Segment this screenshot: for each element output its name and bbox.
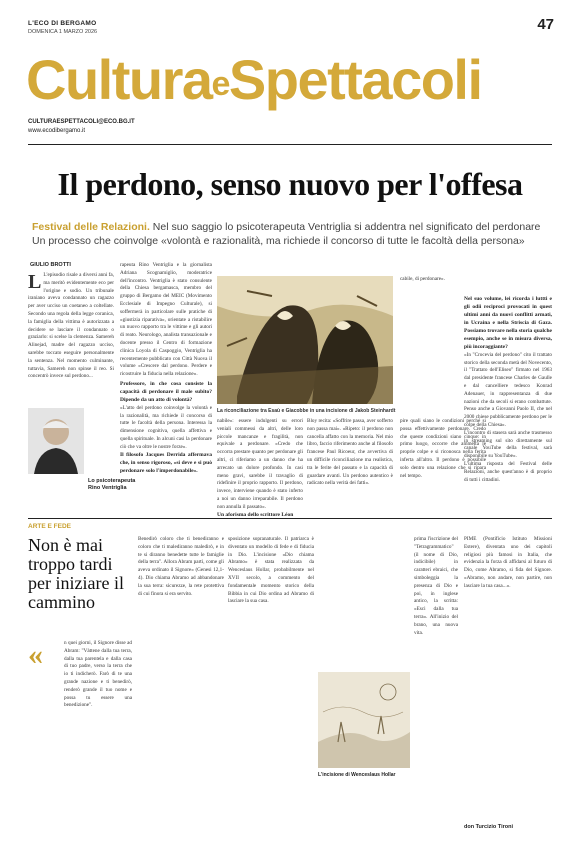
divider — [28, 518, 552, 519]
portrait-image — [28, 408, 84, 474]
column-2-closing: Il filosofo Jacques Derrida affermava che, in senso rigoroso, «si deve e si può perdonare solo l'imperdonabile». — [120, 451, 212, 474]
section-title-part3: Spettacoli — [228, 48, 482, 111]
article-column-1 — [28, 272, 114, 512]
article2-label: ARTE E FEDE — [28, 523, 71, 530]
article-author: GIULIO BROTTI — [30, 262, 71, 268]
article2-column-3-text: sposizione sopranaturale. Il patriarca è diventato un modello di fede e di fiducia in Dio. L'incisione «Dio chiama Abramo» è stata realizzata da Wenceslaus Hollar, probabilmente nel XVII secolo, a commento del fondamentale momento storico della Bibbia in cui Dio ordina ad Abramo di lasciare la sua casa. — [228, 536, 314, 605]
kicker-text: Nel suo saggio lo psicoterapeuta Ventriglia si addentra nel significato del perdonare — [152, 221, 541, 233]
article2-column-5 — [464, 536, 552, 822]
interview-question: Professore, in che cosa consiste la capacità di perdonare il male subito? Dipende da un atto di volontà? — [120, 380, 212, 403]
kicker-lead: Festival delle Relazioni. — [32, 221, 150, 233]
article2-column-2-text: Benedirò coloro che ti benediranno e coloro che ti malediranno maledirò, e in te si diranno benedette tutte le famiglie della terra". Allora Abram partì, come gli aveva ordinato il Signore» (Genesi 12,1-4). Dio chiama Abramo ad abbandonare la sua terra: sicurezze, la rete protettiva di cui finora si era servito. — [138, 536, 224, 597]
article2-headline: Non è mai troppo tardi per iniziare il cammino — [28, 535, 124, 612]
article-column-6 — [464, 296, 552, 514]
publication-name: L'ECO DI BERGAMO — [28, 20, 97, 27]
figure-caption: La riconciliazione tra Esaù e Giacobbe in una incisione di Jakob Steinhardt — [217, 408, 396, 414]
article-kicker — [32, 220, 552, 248]
sketch-image — [318, 672, 410, 768]
column-6-text: «In "Crocevia del perdono" cito il trattato storico della seconda metà del Novecento, il "Trattato dell'Eliseo" firmato nel 1963 dal presidente francese Charles de Gaulle e dal cancelliere tedesco Konrad Adenauer, in rappresentanza di due nazioni che da secoli si erano combattute. Penso anche a Giovanni Paolo II, che nel 2000 chiese pubblicamente perdono per le colpe della Chiesa». — [464, 351, 552, 428]
publication-date: DOMENICA 1 MARZO 2026 — [28, 29, 98, 35]
divider — [28, 144, 552, 145]
section-title-part1: Cultura — [26, 48, 212, 111]
woodcut-illustration — [217, 276, 393, 404]
column-5-tail-text: cabile, di perdonare». — [400, 276, 445, 282]
section-title — [26, 48, 482, 111]
column-5-text: pire quali siano le condizioni perché si possa effettivamente perdonare. Credo che queste condizioni siano cinque: in primo luogo, occorre che ammetta le proprie colpe e si riconosca nella ferita inferta all'altro. Il perdono è possibile solo dentro una relazione che si ripara nel tempo. — [400, 418, 486, 479]
article2-column-5-text: PIME (Pontificio Istituto Missioni Estere), diventata uno dei capitoli religiosi più famosi in Italia, che evidenzia la forza di affidarsi al futuro di Dio, come Abramo, si fida del Signore. «Abramo, non andare, non partire, non lasciare la tua casa...». — [464, 536, 552, 589]
column-1-text: L'episodio risale a diversi anni fa, ma meritò evidentemente eco per l'origine e sodio. Un tribunale iraniano aveva condannato un ragazzo per aver ucciso un coetaneo a coltellate. Secondo una regola della legge coranica, la famiglia della vittima è autorizzata a decidere se lasciare il condannato o graziarlo: si scelse la clemenza. Samereh Alinejad, madre del ragazzo ucciso, sarebbe toccato eseguire personalmente la sentenza. Nel momento culminante, tuttavia, Samereh non spinse il reo. Si concentrò invece sul perdono... — [28, 272, 114, 380]
column-2-answer: «L'atto del perdono coinvolge la volontà e la razionalità, ma richiede il concorso di tutte le facoltà della persona. Interessa la dimensione cognitiva, quella affettiva e quella spirituale. In alcuni casi la perdonare ciò che va oltre le nostre forze». — [120, 404, 212, 450]
sketch-caption: L'incisione di Wenceslaus Hollar — [318, 772, 396, 778]
interview-question-2: Nel suo volume, lei ricorda i luttti e gli odii reciproci provocati in quest ultimi anni da nuovi conflitti armati, in Ucraina e nella Striscia di Gaza. Possiamo trovare nella storia qualche esempio, anche se in misura diversa, più incoraggiante? — [464, 296, 552, 350]
article-subhead: Un processo che coinvolge «volontà e razionalità, ma richiede il concorso di tutte le facoltà della persona» — [32, 235, 525, 248]
portrait-caption: Lo psicoterapeuta Rino Ventriglia — [88, 478, 136, 492]
woodcut-image — [217, 276, 393, 404]
article2-column-4-text: prima l'iscrizione del "Tetragrammatico" (il nome di Dio, indicibile) in caratteri ebraici, che simboleggia la presenza di Dio e poi, in inglese antico, la scritta: «Esci dalla tua terra». All'inizio del brano, una nuova vita. — [414, 536, 458, 636]
column-3-quote: Un aforisma dello scrittore Léon — [217, 511, 294, 518]
author-portrait — [28, 408, 84, 474]
section-email[interactable]: CULTURAESPETTACOLI@ECO.BG.IT — [28, 119, 135, 125]
article-column-2 — [120, 262, 212, 514]
drop-cap: L — [28, 271, 42, 293]
article-headline: Il perdono, senso nuovo per l'offesa — [57, 166, 523, 202]
column-2-text: rapeuta Rino Ventriglia e la giornalista Adriana Scognamiglio, moderatrice dell'incontro. Ventriglia è stato consulente della Chiesa bergamasca, membro del gruppo di Bergamo del MEIC (Movimento Ecclesiale di Impegno Culturale), si soffermerà in particolare sulle pratiche di «giustizia riparativa», orientate a ristabilire un nuovo rapporto tra le vittime e gli autori di reato. Neurologo, analista transazionale e docente presso il Centro di formazione clinica Loyola di Caspoggio, Ventriglia ha recentemente pubblicato con Città Nuova il volume «Crescere dal perdono. Perdere e ricostruire la fiducia nella relazione». — [120, 262, 212, 378]
column-4-text: Bloy recita: «Soffrire passa, aver sofferto non passa mai». «Ripeto: il perdono non cancella affatto con la memoria. Nel mio libro, faccio riferimento anche al filosofo francese Paul Ricoeur, che avvertiva di un difficile riconciliazione ma realistica, tra le ferite del passato e la capacità di guardare avanti. Un perdono autentico è radicato nella verità dei fatti». — [307, 418, 393, 487]
article2-column-3 — [228, 536, 314, 822]
column-6-tail: L'incontro di stasera sarà anche trasmesso in streaming sul sito direttamente sul canale YouTube della festival, sarà disponibile su YouTube». — [464, 429, 552, 460]
article2-column-4 — [414, 536, 458, 822]
article2-column-2 — [138, 536, 224, 822]
column-3-text: nabile»: essere indulgenti su errori veniali commessi da altri, delle loro piccole mancanze e fragilità, non equivale a perdonare. «Credo che occorra prestare quanto per perdonare gli altri, ci riferiamo a un danno che ha arrecato un dolore profondo. In casi meno gravi, sarebbe il travaglio di ridefinire il proprio rapporto. Il perdono, invece, interviene quando è stato inferto a noi un danno irreparabile. Il perdono non annulla il passato». — [217, 418, 303, 510]
section-title-part2: e — [211, 65, 229, 103]
article-column-4 — [307, 418, 393, 514]
column-5-tail — [400, 276, 490, 296]
section-website[interactable]: www.ecodibergamo.it — [28, 128, 86, 134]
article2-column-1-text: n quei giorni, il Signore disse ad Abram: "Vàttene dalla tua terra, dalla tua parentela e dalla casa di tuo padre, verso la terra che io ti indicherò. Farò di te una grande nazione e ti benedirò, renderò grande il tuo nome e possa tu essere una benedizione". — [64, 640, 132, 709]
column-6-end: L'ultima risposta del Festival delle Relazioni, anche quest'anno è di proprio di tutti i cittadini. — [464, 460, 552, 483]
article2-author: don Turcizio Tironi — [464, 824, 513, 830]
article2-column-1 — [64, 640, 132, 820]
quote-mark-icon: « — [28, 638, 43, 671]
article-column-3 — [217, 418, 303, 518]
page-number: 47 — [537, 16, 554, 33]
sketch-illustration — [318, 672, 410, 768]
